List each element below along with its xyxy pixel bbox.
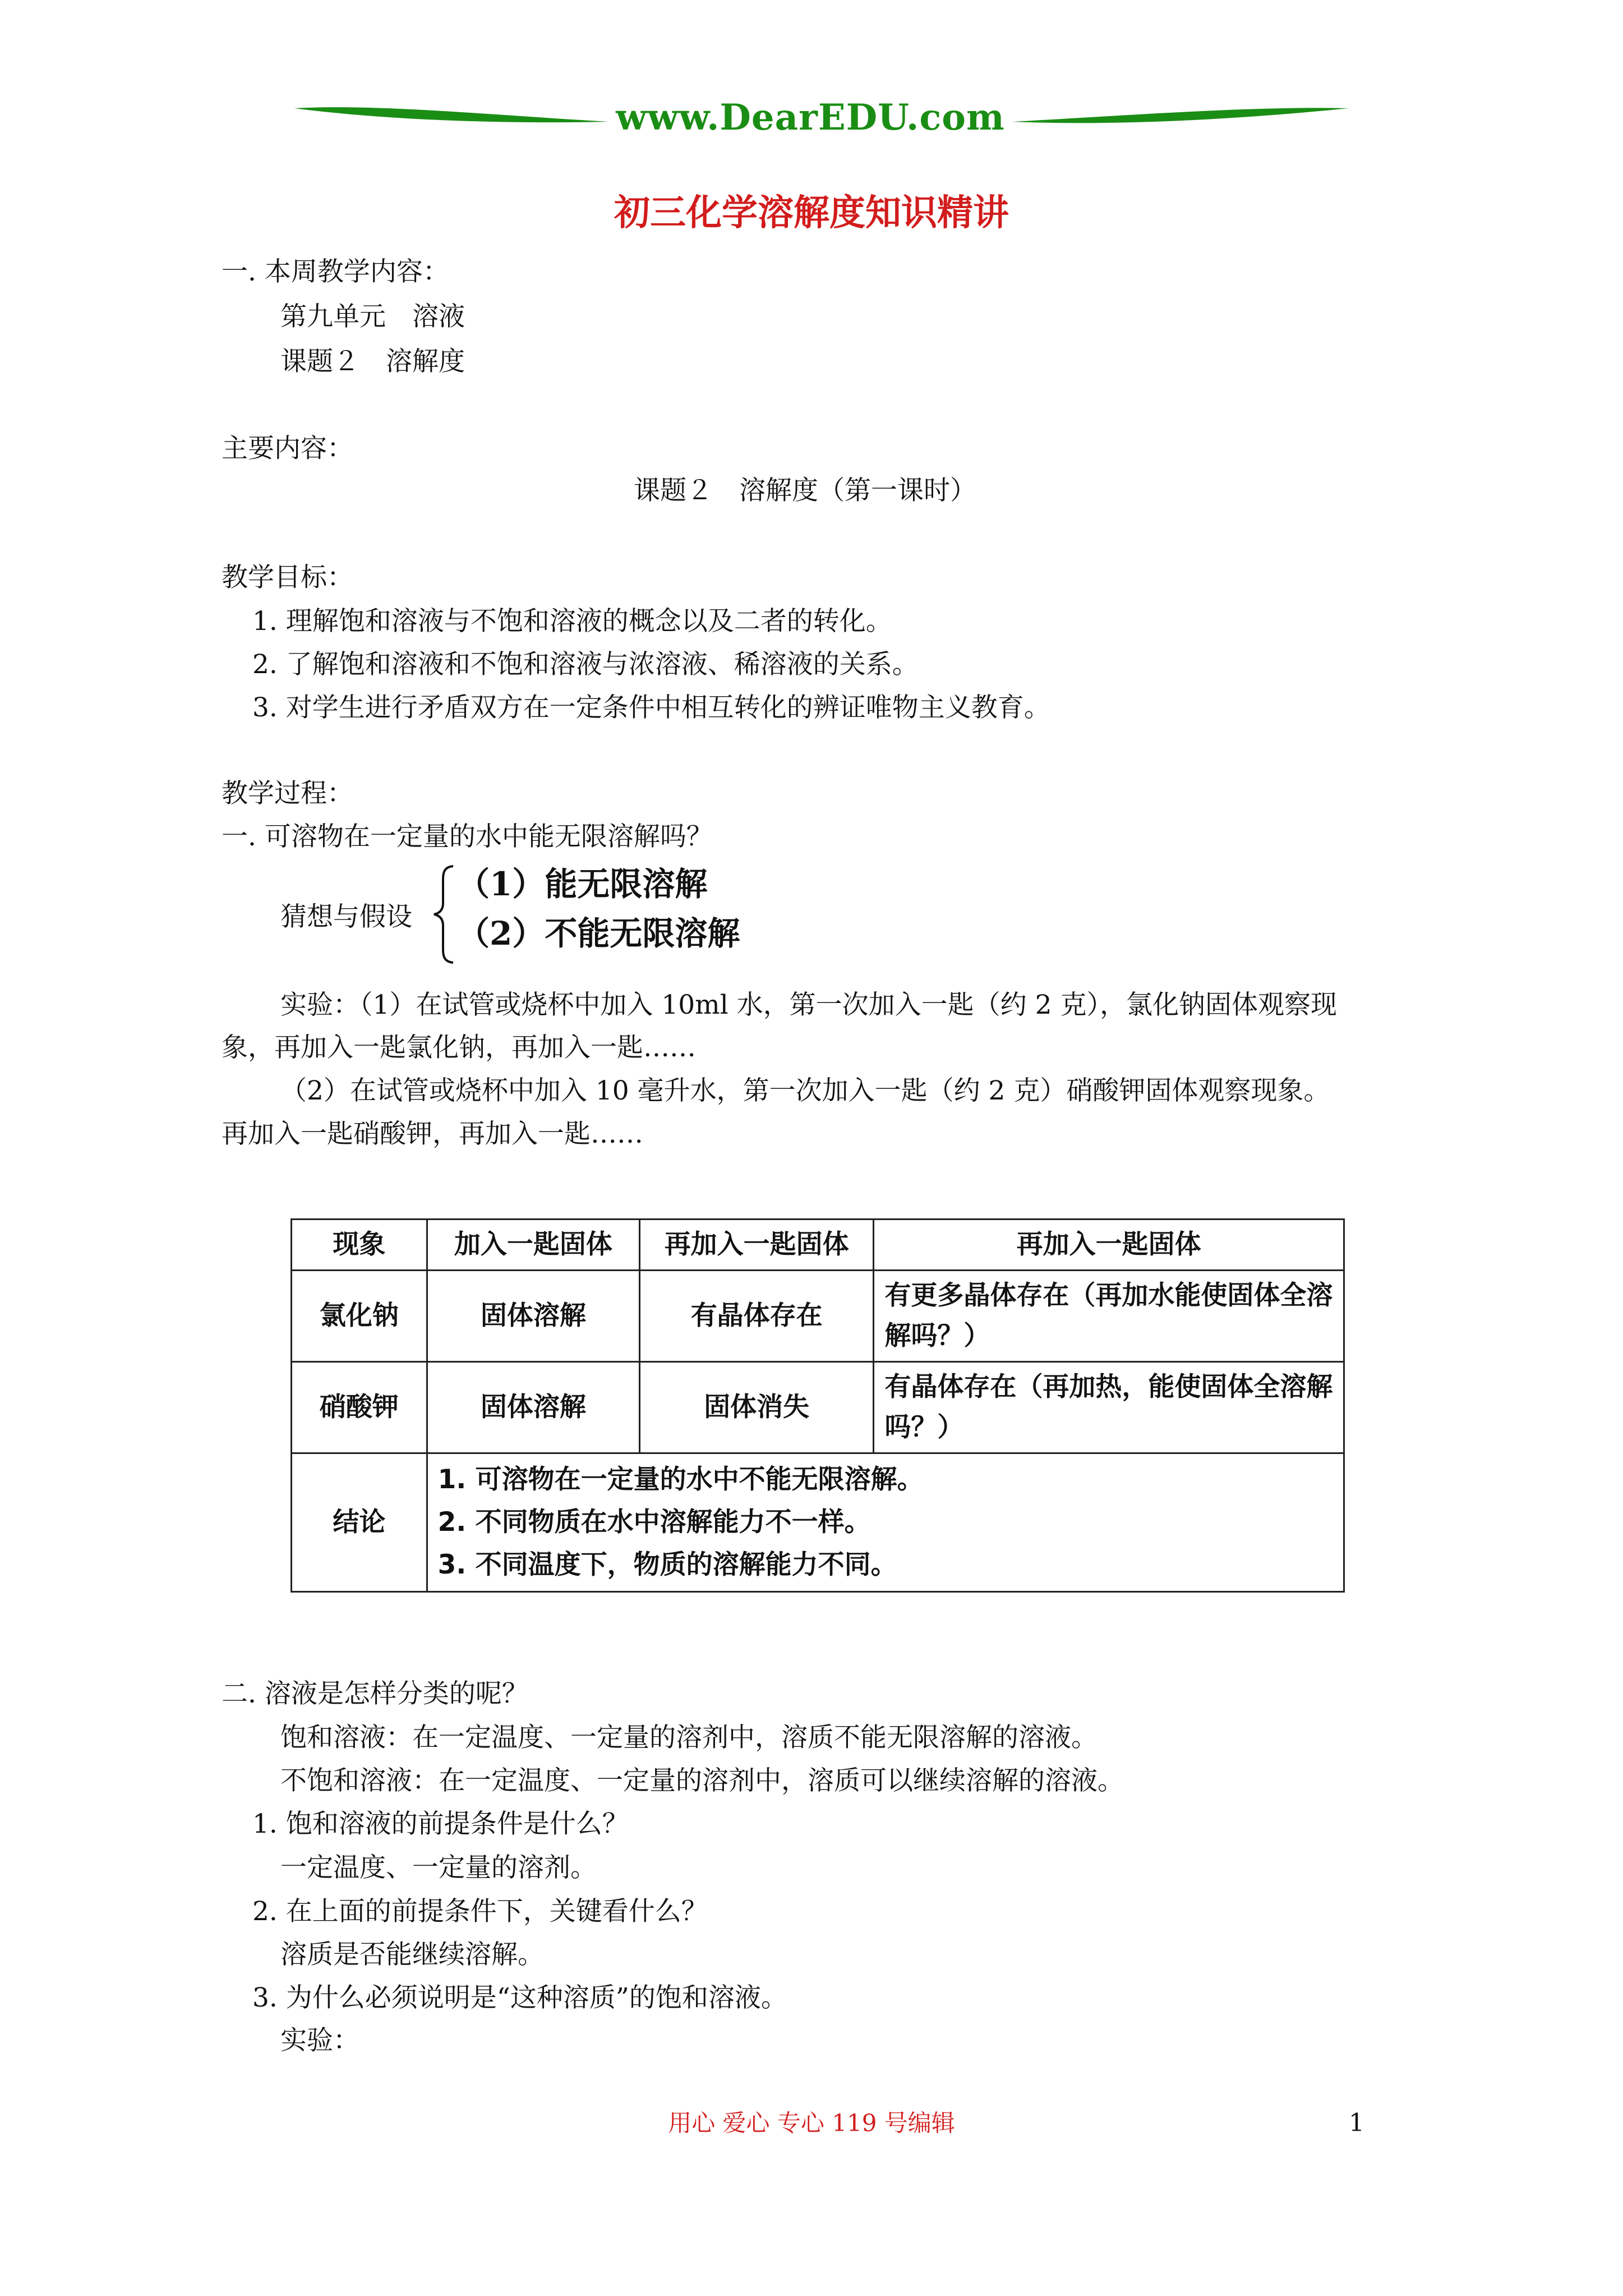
experiment-line-3: （2）在试管或烧杯中加入 10 毫升水，第一次加入一匙（约 2 克）硝酸钾固体观察现象。: [280, 1075, 1330, 1106]
experiment-line-2: 象，再加入一匙氯化钠，再加入一匙……: [222, 1032, 696, 1063]
table-cell: 硝酸钾: [292, 1362, 427, 1453]
answer-2-1: 一定温度、一定量的溶剂。: [280, 1852, 597, 1883]
section-two-heading: 二. 溶液是怎样分类的呢？: [222, 1678, 528, 1709]
topic-line: 课题２ 溶解度: [280, 346, 465, 377]
lesson-subtitle: 课题２ 溶解度（第一课时）: [634, 475, 976, 506]
hypothesis-option-2: （2）不能无限溶解: [457, 914, 740, 953]
table-header-cell: 加入一匙固体: [427, 1220, 639, 1271]
table-conclusion-row: [292, 1453, 1344, 1592]
answer-2-2: 溶质是否能继续溶解。: [280, 1939, 544, 1970]
left-swoosh-decoration: [294, 98, 608, 132]
process-heading: 教学过程：: [222, 778, 353, 809]
objective-2: 2. 了解饱和溶液和不饱和溶液与浓溶液、稀溶液的关系。: [252, 649, 919, 680]
table-header-cell: 再加入一匙固体: [640, 1220, 874, 1271]
conclusion-item: 3. 不同温度下，物质的溶解能力不同。: [437, 1549, 897, 1580]
conclusion-label: 结论: [292, 1453, 427, 1592]
site-logo-text: www.DearEDU.com: [616, 96, 1005, 139]
conclusion-item: 2. 不同物质在水中溶解能力不一样。: [437, 1507, 871, 1538]
unit-line: 第九单元 溶液: [280, 301, 465, 332]
document-title: 初三化学溶解度知识精讲: [614, 192, 1009, 234]
objective-1: 1. 理解饱和溶液与不饱和溶液的概念以及二者的转化。: [252, 606, 892, 637]
table-header-cell: 再加入一匙固体: [874, 1220, 1344, 1271]
question-2-3: 3. 为什么必须说明是“这种溶质”的饱和溶液。: [252, 1982, 787, 2013]
table-cell: 有更多晶体存在（再加水能使固体全溶解吗？）: [874, 1271, 1344, 1362]
saturated-definition: 饱和溶液：在一定温度、一定量的溶剂中，溶质不能无限溶解的溶液。: [280, 1722, 1098, 1753]
observation-table: [291, 1218, 1345, 1593]
table-cell: 固体溶解: [427, 1271, 639, 1362]
table-header-row: [292, 1220, 1344, 1271]
hypothesis-label: 猜想与假设: [280, 901, 412, 932]
table-cell: 氯化钠: [292, 1271, 427, 1362]
question-2-2: 2. 在上面的前提条件下，关键看什么？: [252, 1896, 708, 1927]
footer-text: 用心 爱心 专心 119 号编辑: [668, 2109, 955, 2137]
page-number: 1: [1349, 2109, 1364, 2137]
experiment-line-4: 再加入一匙硝酸钾，再加入一匙……: [222, 1119, 643, 1149]
right-swoosh-decoration: [1012, 98, 1349, 132]
table-row: [292, 1271, 1344, 1362]
objective-3: 3. 对学生进行矛盾双方在一定条件中相互转化的辨证唯物主义教育。: [252, 692, 1050, 723]
table-cell: 有晶体存在: [640, 1271, 874, 1362]
table-header-cell: 现象: [292, 1220, 427, 1271]
question-2-1: 1. 饱和溶液的前提条件是什么？: [252, 1809, 629, 1839]
conclusion-list: [427, 1453, 1344, 1592]
table-cell: 固体消失: [640, 1362, 874, 1453]
conclusion-item: 1. 可溶物在一定量的水中不能无限溶解。: [437, 1464, 924, 1495]
unsaturated-definition: 不饱和溶液：在一定温度、一定量的溶剂中，溶质可以继续溶解的溶液。: [280, 1765, 1124, 1796]
objectives-heading: 教学目标：: [222, 562, 353, 593]
question-one: 一. 可溶物在一定量的水中能无限溶解吗？: [222, 821, 713, 852]
curly-brace: [432, 864, 455, 965]
table-cell: 固体溶解: [427, 1362, 639, 1453]
experiment-label: 实验：: [280, 2025, 359, 2056]
hypothesis-option-1: （1）能无限溶解: [457, 865, 708, 903]
main-content-heading: 主要内容：: [222, 433, 353, 464]
table-cell: 有晶体存在（再加热，能使固体全溶解吗？）: [874, 1362, 1344, 1453]
table-row: [292, 1362, 1344, 1453]
experiment-line-1: 实验：（1）在试管或烧杯中加入 10ml 水，第一次加入一匙（约 2 克），氯化钠固体观察现: [280, 990, 1337, 1020]
section-one-heading: 一. 本周教学内容：: [222, 256, 449, 287]
